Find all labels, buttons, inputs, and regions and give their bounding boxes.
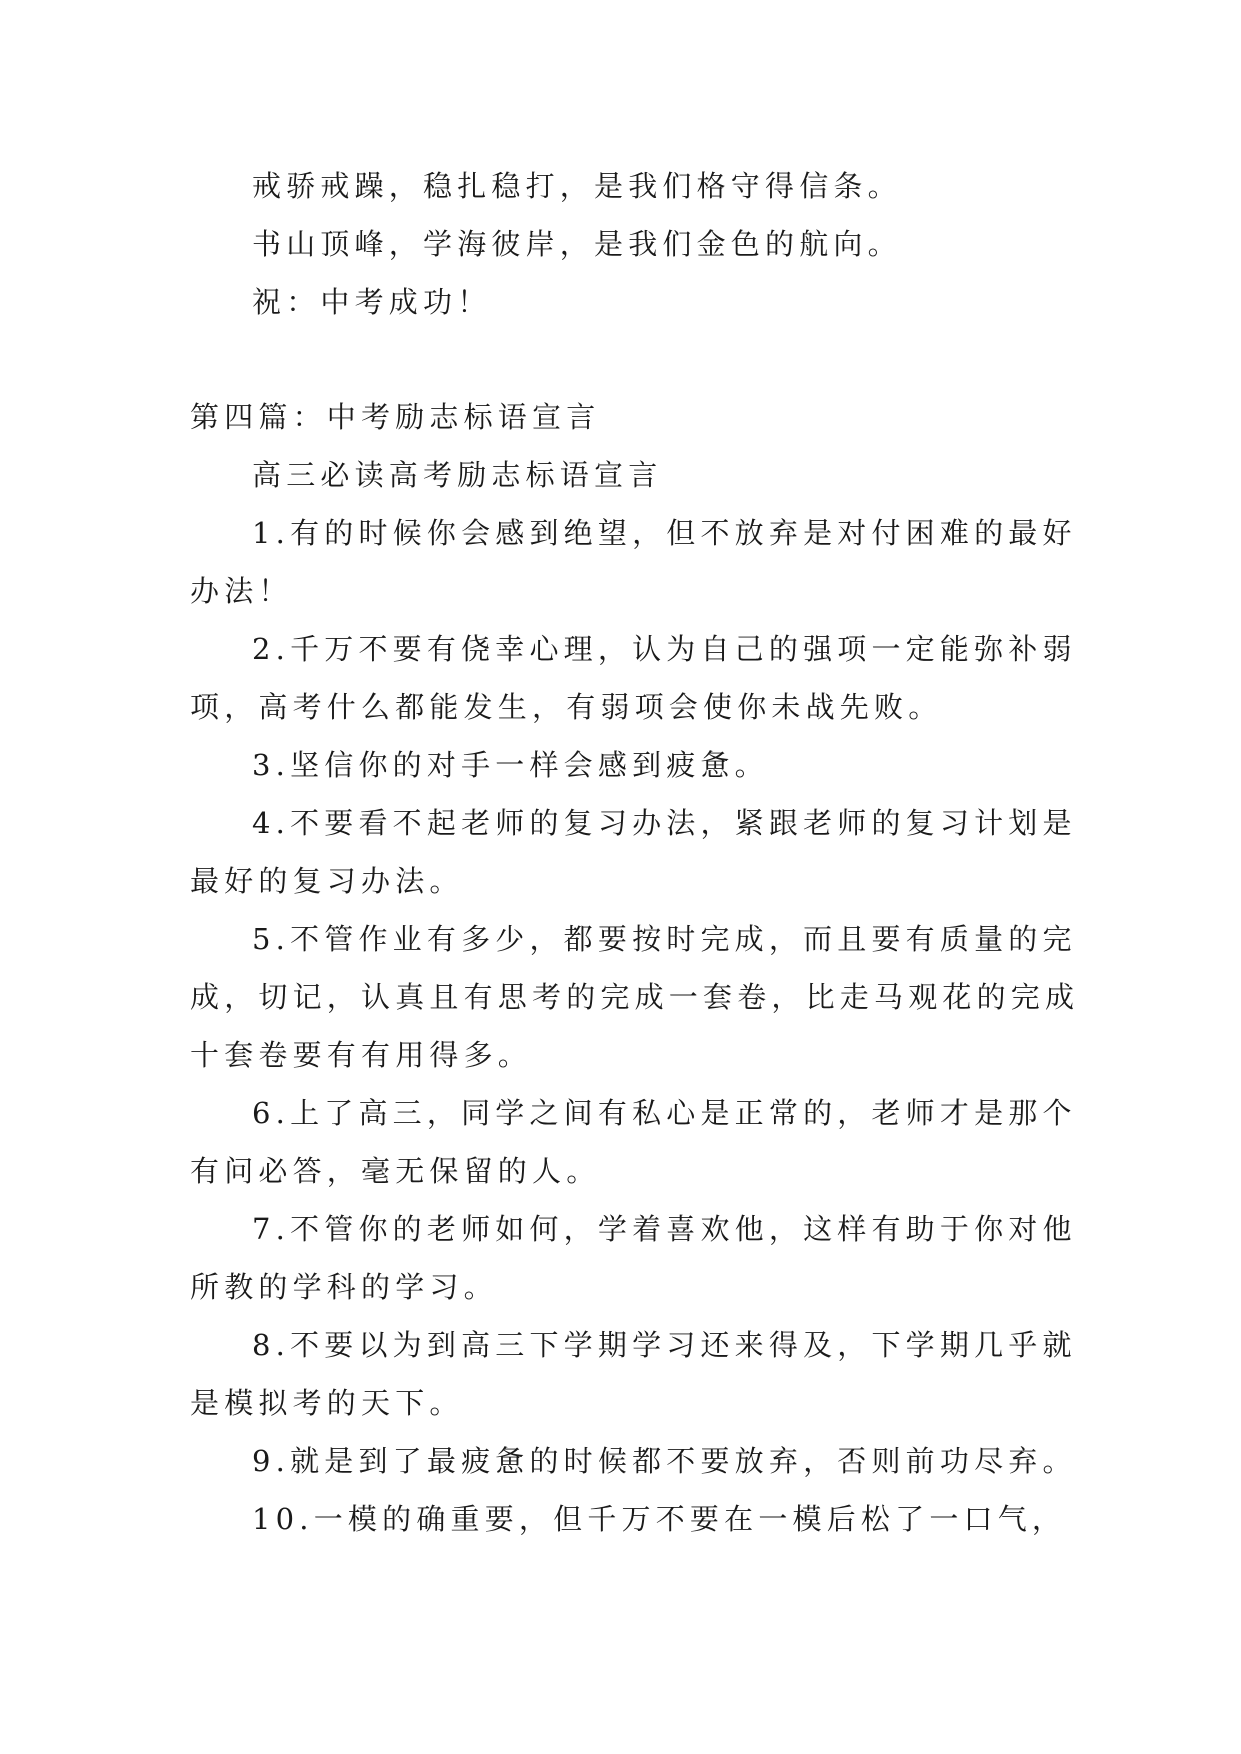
list-item-5: 5.不管作业有多少，都要按时完成，而且要有质量的完 xyxy=(252,922,1077,956)
list-item-5-cont: 成，切记，认真且有思考的完成一套卷，比走马观花的完成 xyxy=(190,980,1080,1014)
list-item-5-cont: 十套卷要有有用得多。 xyxy=(190,1038,533,1072)
list-item-2-cont: 项，高考什么都能发生，有弱项会使你未战先败。 xyxy=(190,690,943,724)
list-item-10: 10.一模的确重要，但千万不要在一模后松了一口气， xyxy=(252,1502,1067,1536)
list-item-8-cont: 是模拟考的天下。 xyxy=(190,1386,464,1420)
list-item-6: 6.上了高三，同学之间有私心是正常的，老师才是那个 xyxy=(252,1096,1077,1130)
list-item-4-cont: 最好的复习办法。 xyxy=(190,864,464,898)
paragraph-line: 书山顶峰，学海彼岸，是我们金色的航向。 xyxy=(252,227,902,261)
list-item-9: 9.就是到了最疲惫的时候都不要放弃，否则前功尽弃。 xyxy=(252,1444,1077,1478)
list-item-7: 7.不管你的老师如何，学着喜欢他，这样有助于你对他 xyxy=(252,1212,1077,1246)
section-heading: 第四篇：中考励志标语宣言 xyxy=(190,400,601,434)
list-item-6-cont: 有问必答，毫无保留的人。 xyxy=(190,1154,601,1188)
list-item-2: 2.千万不要有侥幸心理，认为自己的强项一定能弥补弱 xyxy=(252,632,1077,666)
list-item-1: 1.有的时候你会感到绝望，但不放弃是对付困难的最好 xyxy=(252,516,1077,550)
paragraph-line: 戒骄戒躁，稳扎稳打，是我们格守得信条。 xyxy=(252,169,902,203)
list-item-7-cont: 所教的学科的学习。 xyxy=(190,1270,498,1304)
list-item-1-cont: 办法！ xyxy=(190,574,293,608)
paragraph-line: 祝：中考成功！ xyxy=(252,285,492,319)
list-item-3: 3.坚信你的对手一样会感到疲惫。 xyxy=(252,748,769,782)
subheading: 高三必读高考励志标语宣言 xyxy=(252,458,663,492)
list-item-4: 4.不要看不起老师的复习办法，紧跟老师的复习计划是 xyxy=(252,806,1077,840)
list-item-8: 8.不要以为到高三下学期学习还来得及，下学期几乎就 xyxy=(252,1328,1077,1362)
